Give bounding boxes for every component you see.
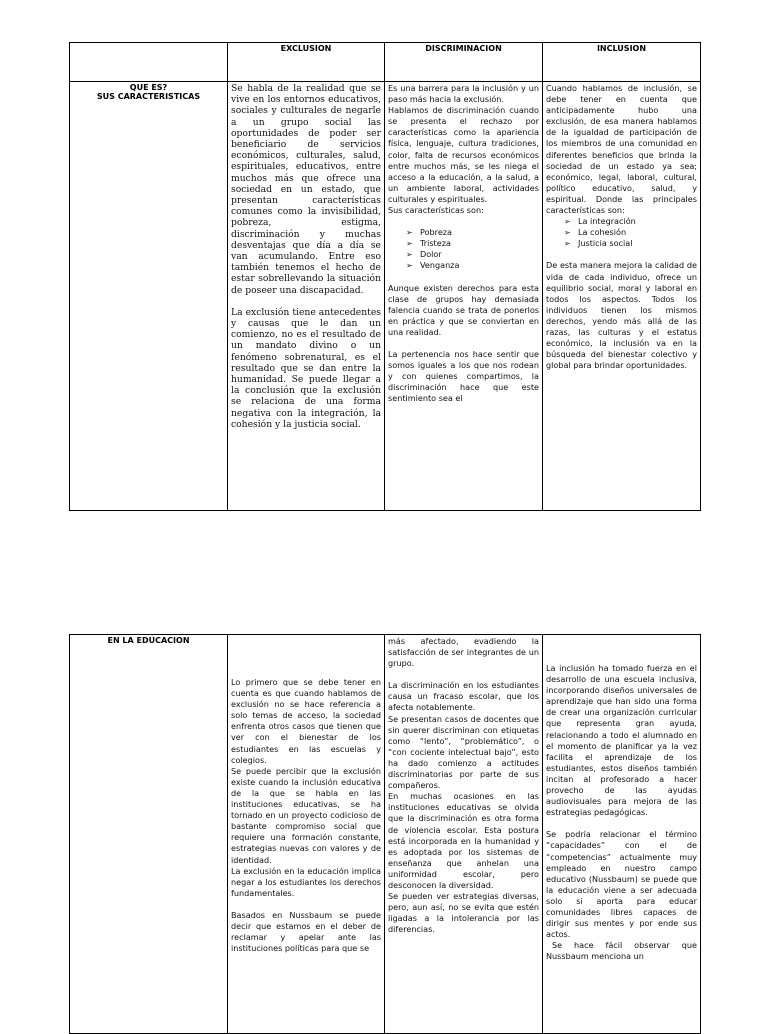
paragraph: Se pueden ver estrategias diversas, pero, aun así, no se evita que estén ligadas a la intolerancia por las diferencias. — [388, 891, 539, 935]
paragraph: La pertenencia nos hace sentir que somos iguales a los que nos rodean y con quienes compartimos, la discriminación hace que este sentimiento sea el — [388, 348, 539, 404]
paragraph: De esta manera mejora la calidad de vida de cada individuo, ofrece un equilibrio social, moral y laboral en todos los aspectos. Todos los individuos tienen los mismos derechos, yendo más allá de las razas, las culturas y el estatus económico, la inclusión va en la búsqueda del bienestar colectivo y global para brindar oportunidades. — [546, 260, 697, 371]
row-label-en-la-educacion: EN LA EDUCACION — [70, 635, 228, 1034]
list-item: ➢ Venganza — [406, 260, 539, 271]
header-exclusion: EXCLUSION — [228, 43, 385, 82]
list-item: ➢ La cohesión — [564, 227, 697, 238]
paragraph: La inclusión ha tomado fuerza en el desarrollo de una escuela inclusiva, incorporando diseños universales de aprendizaje que han sido una forma de crear una organización curricular que representa gran ayuda, relacionando a todo el alumnado en el momento de planificar ya la vez facilita el aprendizaje de los estudiantes, estos diseños también incitan al profesorado a hacer provecho de las ayudas audiovisuales para mejora de las estrategias pedagógicas. — [546, 663, 697, 818]
paragraph: Basados en Nussbaum se puede decir que estamos en el deber de reclamar y apelar ante las instituciones políticas para que se — [231, 909, 381, 954]
cell-inclusion-education — [543, 635, 701, 1034]
comparison-table-2 — [69, 634, 701, 1034]
paragraph: Se podría relacionar el término “capacidades” con el de “competencias” actualmente muy empleado en nuestro campo educativo (Nussbaum) se puede que la educación viene a ser adecuada solo si aporta para educar comunidades libres capaces de dirigir sus mentes y por ende sus actos. — [546, 829, 697, 940]
list-item: ➢ Justicia social — [564, 238, 697, 249]
paragraph: Se puede percibir que la exclusión existe cuando la inclusión educativa de la que se habla en las instituciones educativas, se ha tornado en un proyecto codicioso de bastante compromiso social que requiere una formación constante, estrategias nuevas con valores y de identidad. — [231, 765, 381, 865]
list-item: ➢ Tristeza — [406, 238, 539, 249]
header-empty — [70, 43, 228, 82]
paragraph: Cuando hablamos de inclusión, se debe tener en cuenta que anticipadamente hubo una exclusión, de esa manera hablamos de la igualdad de participación de los miembros de una comunidad en diferentes beneficios que brinda la sociedad de un estado ya sea; económico, legal, laboral, cultural, político educativo, salud, y espiritual. Donde las principales características son: — [546, 83, 697, 216]
paragraph: La discriminación en los estudiantes causa un fracaso escolar, que los afecta notablemente. — [388, 680, 539, 713]
table-header-row — [70, 43, 701, 82]
paragraph: Se hace fácil observar que Nussbaum menciona un — [546, 940, 697, 962]
characteristics-list — [546, 216, 697, 249]
row-label-line-1: QUE ES? — [129, 83, 168, 92]
paragraph: La exclusión en la educación implica negar a los estudiantes los derechos fundamentales. — [231, 865, 381, 898]
characteristics-list — [388, 227, 539, 271]
header-inclusion: INCLUSION — [543, 43, 701, 82]
paragraph: En muchas ocasiones en las instituciones educativas se olvida que la discriminación es otra forma de violencia escolar. Esta postura está incorporada en la humanidad y es adoptada por los sistemas de enseñanza que anhelan una uniformidad escolar, pero desconocen la diversidad. — [388, 791, 539, 890]
list-item: ➢ Pobreza — [406, 227, 539, 238]
cell-exclusion-definition — [228, 82, 385, 511]
row-label-que-es — [70, 82, 228, 511]
cell-inclusion-definition — [543, 82, 701, 511]
paragraph: más afectado, evadiendo la satisfacción de ser integrantes de un grupo. — [388, 636, 539, 669]
row-label-line-2: SUS CARACTERISTICAS — [96, 92, 201, 101]
list-item: ➢ Dolor — [406, 249, 539, 260]
paragraph: Hablamos de discriminación cuando se presenta el rechazo por características como la apariencia física, lenguaje, cultura tradiciones, color, falta de recursos económicos entre muchos más, se les niega el acceso a la educación, a la salud, a un ambiente laboral, actividades culturales y espirituales. — [388, 105, 539, 204]
paragraph: Sus características son: — [388, 205, 484, 216]
header-discriminacion: DISCRIMINACION — [385, 43, 543, 82]
cell-discriminacion-definition — [385, 82, 543, 511]
paragraph: Se habla de la realidad que se vive en los entornos educativos, sociales y culturales de negarle a un grupo social las oportunidades de poder ser beneficiario de servicios económicos, culturales, salud, espirituales, educativos, entre muchos más que ofrece una sociedad en un estado, que presentan características comunes como la invisibilidad, pobreza, estigma, discriminación y muchas desventajas que día a día se van acumulando. Entre eso también tenemos el hecho de estar sobrellevando la situación de poseer una discapacidad. — [231, 83, 381, 296]
table-row — [70, 635, 701, 1034]
table-row — [70, 82, 701, 511]
paragraph: Aunque existen derechos para esta clase de grupos hay demasiada falencia cuando se trata de ponerlos en práctica y que se conviertan en una realidad. — [388, 282, 539, 337]
paragraph: Es una barrera para la inclusión y un paso más hacia la exclusión. — [388, 83, 539, 105]
comparison-table-1 — [69, 42, 701, 511]
paragraph: La exclusión tiene antecedentes y causas que le dan un comienzo, no es el resultado de un mandato divino o un fenómeno sobrenatural, es el resultado que se dan entre la humanidad. Se puede llegar a la conclusión que la exclusión se relaciona de una forma negativa con la integración, la cohesión y la justicia social. — [231, 306, 381, 430]
cell-discriminacion-education — [385, 635, 543, 1034]
list-item: ➢ La integración — [564, 216, 697, 227]
paragraph: Lo primero que se debe tener en cuenta es que cuando hablamos de exclusión no se hace referencia a solo temas de acceso, la sociedad enfrenta otros casos que tienen que ver con el bienestar de los estudiantes en las escuelas y colegios. — [231, 677, 381, 765]
cell-exclusion-education — [228, 635, 385, 1034]
paragraph: Se presentan casos de docentes que sin querer discriminan con etiquetas como “lento”, “problemático”, o “con cociente intelectual bajo”, esto ha dado comienzo a actitudes discriminatorias por parte de sus compañeros. — [388, 713, 539, 791]
